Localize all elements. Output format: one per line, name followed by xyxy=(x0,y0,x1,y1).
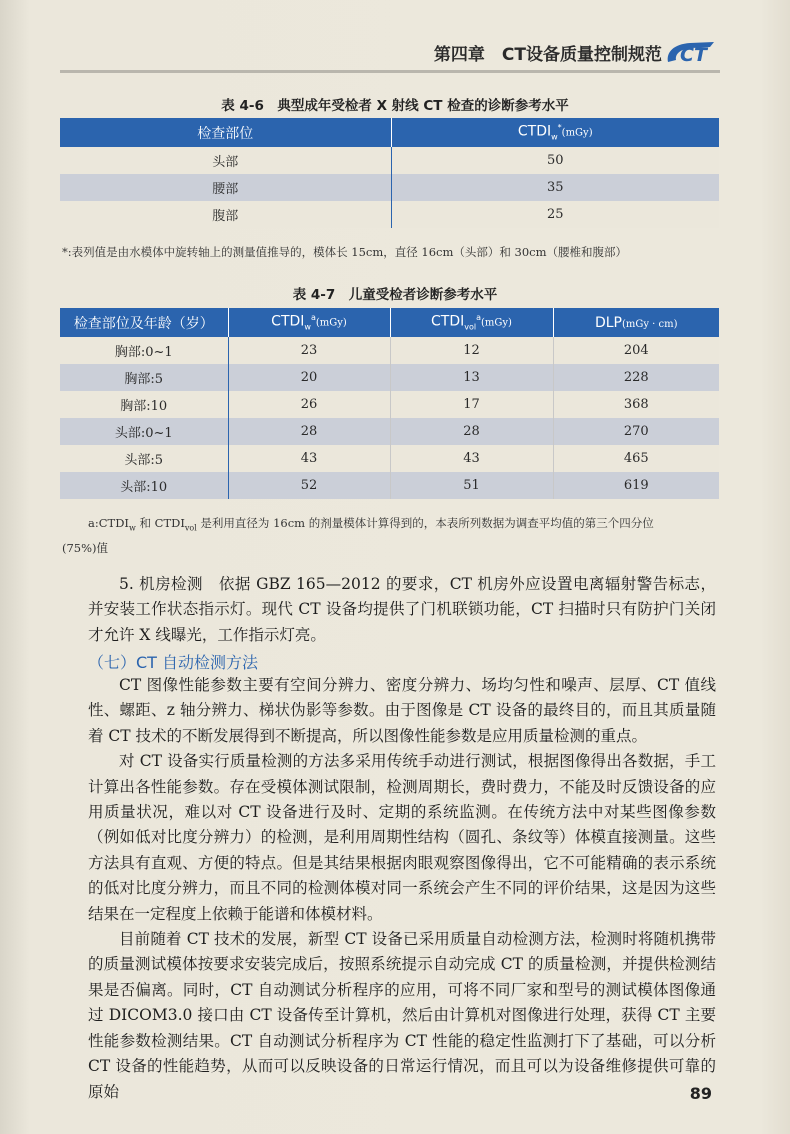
table-cell-dlp: 619 xyxy=(553,472,719,499)
table-cell-part: 胸部:10 xyxy=(60,391,228,418)
table-4-6 xyxy=(60,118,719,228)
table-row xyxy=(60,174,719,201)
table-row xyxy=(60,445,719,472)
table-cell-part: 头部 xyxy=(60,147,391,174)
table-cell-dlp: 228 xyxy=(553,364,719,391)
table-cell-value: 25 xyxy=(391,201,719,228)
table-cell-ctdivol: 28 xyxy=(390,418,553,445)
table-row xyxy=(60,147,719,174)
paragraph-image-params: CT 图像性能参数主要有空间分辨力、密度分辨力、场均匀性和噪声、层厚、CT 值线性、螺距、z 轴分辨力、梯状伪影等参数。由于图像是 CT 设备的最终目的，而且其质量随着 CT 技术的不断发展得到不断提高，所以图像性能参数是应用质量检测的重点。 xyxy=(88,676,716,745)
table-4-7-header-ctdiw: $CTDI_w^a(mGy)$ xyxy=(228,308,390,337)
table-4-7-header-dlp: DLP(mGy · cm) xyxy=(553,308,719,337)
ct-logo-icon xyxy=(664,38,722,68)
table-cell-part: 腹部 xyxy=(60,201,391,228)
table-4-7-footnote-line2: (75%)值 xyxy=(62,541,109,556)
table-4-7-footnote-line1: $a:CTDI_w$ 和 $CTDI_{vol}$ 是利用直径为 16cm 的剂量模体计算得到的，本表所列数据为调查平均值的第三个四分位 xyxy=(88,516,654,533)
table-cell-ctdivol: 13 xyxy=(390,364,553,391)
table-row xyxy=(60,472,719,499)
paragraph-body xyxy=(88,673,716,1105)
table-cell-dlp: 368 xyxy=(553,391,719,418)
table-row xyxy=(60,391,719,418)
table-4-7-caption: 表 4-7 儿童受检者诊断参考水平 xyxy=(292,287,498,303)
table-row xyxy=(60,337,719,364)
paragraph-manual-test: 对 CT 设备实行质量检测的方法多采用传统手动进行测试，根据图像得出各数据，手工计算出各性能参数。存在受模体测试限制，检测周期长，费时费力，不能及时反馈设备的应用质量状况，难以对 CT 设备进行及时、定期的系统监测。在传统方法中对某些图像参数（例如低对比度分辨力）的检测，是利用周期性结构（圆孔、条纹等）体模直接测量。这些方法具有直观、方便的特点。但是其结果根据肉眼观察图像得出，它不可能精确的表示系统的低对比度分辨力，而且不同的检测体模对同一系统会产生不同的评价结果，这是因为这些结果在一定程度上依赖于能谱和体模材料。 xyxy=(88,752,716,923)
table-cell-part: 腰部 xyxy=(60,174,391,201)
table-cell-ctdiw: 43 xyxy=(228,445,390,472)
table-cell-dlp: 204 xyxy=(553,337,719,364)
running-head-rule xyxy=(60,70,720,73)
table-cell-ctdivol: 51 xyxy=(390,472,553,499)
chapter-title: 第四章 CT设备质量控制规范 xyxy=(433,45,662,65)
table-cell-part: 头部:10 xyxy=(60,472,228,499)
table-4-6-caption: 表 4-6 典型成年受检者 X 射线 CT 检查的诊断参考水平 xyxy=(221,98,569,114)
table-cell-part: 胸部:5 xyxy=(60,364,228,391)
section-heading: （七）CT 自动检测方法 xyxy=(88,653,259,672)
table-cell-part: 头部:5 xyxy=(60,445,228,472)
table-4-7-header-ctdivol: $CTDI_{vol}^a(mGy)$ xyxy=(390,308,553,337)
page-number: 89 xyxy=(689,1084,712,1103)
table-4-6-footnote: *:表列值是由水模体中旋转轴上的测量值推导的，模体长 15cm，直径 16cm（头部）和 30cm（腰椎和腹部） xyxy=(62,245,628,259)
table-cell-part: 胸部:0~1 xyxy=(60,337,228,364)
table-cell-value: 35 xyxy=(391,174,719,201)
table-row xyxy=(60,418,719,445)
table-cell-ctdivol: 12 xyxy=(390,337,553,364)
table-cell-ctdiw: 23 xyxy=(228,337,390,364)
table-4-7-header-part: 检查部位及年龄（岁） xyxy=(60,308,228,337)
table-cell-dlp: 465 xyxy=(553,445,719,472)
table-cell-ctdiw: 28 xyxy=(228,418,390,445)
table-cell-ctdiw: 26 xyxy=(228,391,390,418)
table-row xyxy=(60,364,719,391)
svg-text:CT: CT xyxy=(680,44,707,66)
table-cell-part: 头部:0~1 xyxy=(60,418,228,445)
table-cell-ctdiw: 52 xyxy=(228,472,390,499)
table-4-7-footnote xyxy=(62,513,728,558)
table-4-7 xyxy=(60,308,719,499)
table-cell-ctdivol: 17 xyxy=(390,391,553,418)
table-cell-dlp: 270 xyxy=(553,418,719,445)
table-cell-value: 50 xyxy=(391,147,719,174)
paragraph-auto-test: 目前随着 CT 技术的发展，新型 CT 设备已采用质量自动检测方法，检测时将随机携带的质量测试模体按要求安装完成后，按照系统提示自动完成 CT 的质量检测，并提供检测结果是否偏离。同时，CT 自动测试分析程序的应用，可将不同厂家和型号的测试模体图像通过 DICOM3.0 接口由 CT 设备传至计算机，然后由计算机对图像进行处理，获得 CT 主要性能参数检测结果。CT 自动测试分析程序为 CT 性能的稳定性监测打下了基础，可以分析 CT 设备的性能趋势，从而可以反映设备的日常运行情况，而且可以为设备维修提供可靠的原始 xyxy=(88,930,716,1101)
table-cell-ctdivol: 43 xyxy=(390,445,553,472)
table-cell-ctdiw: 20 xyxy=(228,364,390,391)
table-4-6-header-part: 检查部位 xyxy=(60,118,391,147)
paragraph-room-test: 5. 机房检测 依据 GBZ 165—2012 的要求，CT 机房外应设置电离辐射警告标志，并安装工作状态指示灯。现代 CT 设备均提供了门机联锁功能，CT 扫描时只有防护门关闭才允许 X 线曝光，工作指示灯亮。 xyxy=(88,575,716,644)
running-head xyxy=(0,36,790,76)
table-row xyxy=(60,201,719,228)
table-4-6-header-ctdiw: $CTDI_w^*(mGy)$ xyxy=(391,118,719,147)
